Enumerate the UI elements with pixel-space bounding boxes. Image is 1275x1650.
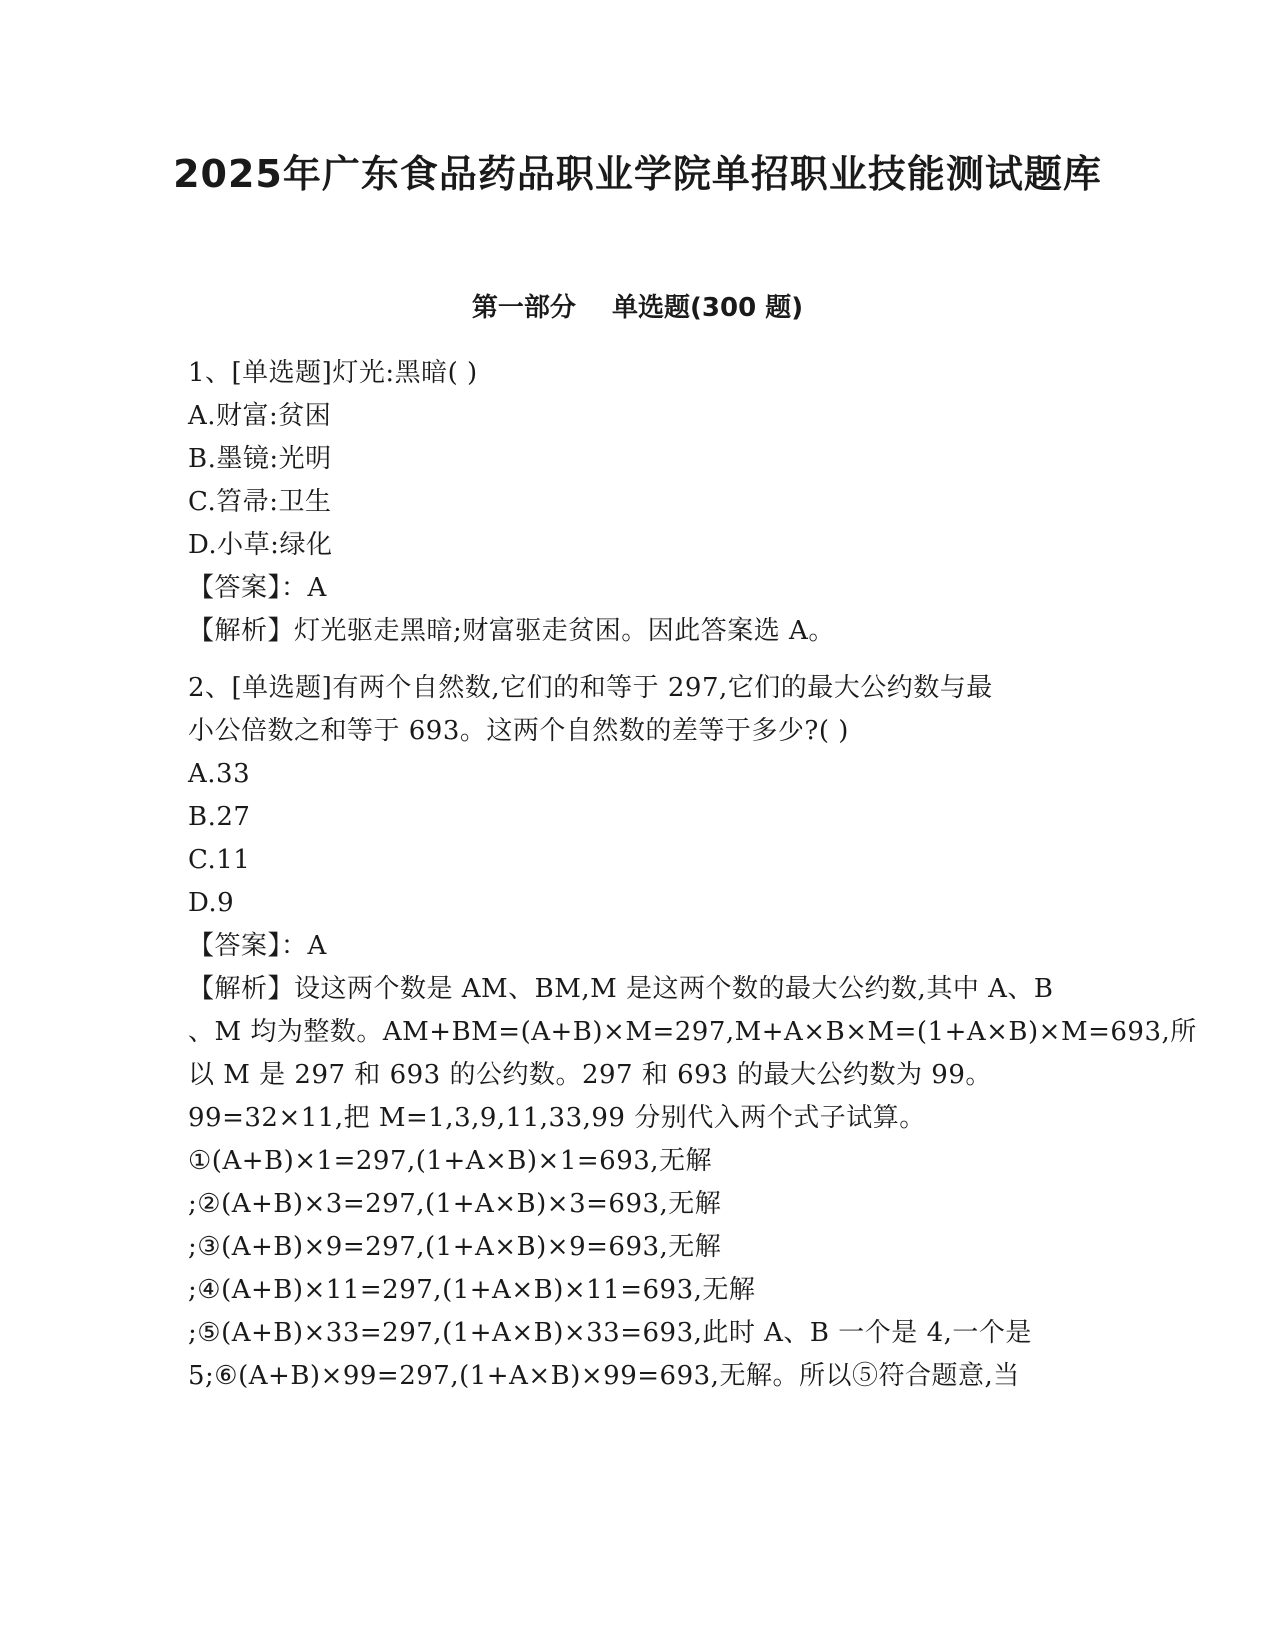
option-c: C.笤帚:卫生 bbox=[188, 487, 332, 517]
question-2 bbox=[188, 667, 1197, 1398]
option-b: B.墨镜:光明 bbox=[188, 444, 332, 474]
question-stem: 2、[单选题]有两个自然数,它们的和等于 297,它们的最大公约数与最 bbox=[188, 673, 993, 703]
answer-line bbox=[188, 567, 1078, 610]
option-b: B.27 bbox=[188, 802, 251, 832]
option-a: A.财富:贫困 bbox=[188, 401, 332, 431]
answer-label: 【答案】： bbox=[188, 573, 308, 603]
explanation-label: 【解析】 bbox=[188, 974, 295, 1004]
section-title: 第一部分 单选题(300 题) bbox=[471, 293, 804, 323]
explanation-text: 灯光驱走黑暗;财富驱走贫困。因此答案选 A。 bbox=[294, 616, 835, 646]
explanation-text: ①(A+B)×1=297,(1+A×B)×1=693,无解 bbox=[188, 1146, 713, 1176]
explanation-text: 5;⑥(A+B)×99=297,(1+A×B)×99=693,无解。所以⑤符合题意,当 bbox=[188, 1361, 1020, 1391]
question-stem-continued: 小公倍数之和等于 693。这两个自然数的差等于多少?( ) bbox=[188, 716, 849, 746]
explanation-text: ;③(A+B)×9=297,(1+A×B)×9=693,无解 bbox=[188, 1232, 722, 1262]
explanation-text: 99=32×11,把 M=1,3,9,11,33,99 分别代入两个式子试算。 bbox=[188, 1103, 926, 1133]
answer-line bbox=[188, 925, 1078, 968]
explanation-text: 设这两个数是 AM、BM,M 是这两个数的最大公约数,其中 A、B bbox=[294, 974, 1054, 1004]
explanation-text: ;②(A+B)×3=297,(1+A×B)×3=693,无解 bbox=[188, 1189, 722, 1219]
question-1 bbox=[188, 352, 1078, 653]
explanation-text: 、M 均为整数。AM+BM=(A+B)×M=297,M+A×B×M=(1+A×B)×M=693,所 bbox=[188, 1017, 1197, 1047]
option-a: A.33 bbox=[188, 759, 251, 789]
document-title: 2025年广东食品药品职业学院单招职业技能测试题库 bbox=[173, 152, 1102, 196]
answer-label: 【答案】： bbox=[188, 931, 308, 961]
answer-value: A bbox=[307, 573, 327, 603]
explanation-label: 【解析】 bbox=[188, 616, 295, 646]
explanation-line bbox=[188, 968, 1078, 1011]
answer-value: A bbox=[307, 931, 327, 961]
explanation-text: ;⑤(A+B)×33=297,(1+A×B)×33=693,此时 A、B 一个是 4,一个是 bbox=[188, 1318, 1032, 1348]
option-d: D.9 bbox=[188, 888, 235, 918]
explanation-line bbox=[188, 610, 1078, 653]
question-stem: 1、[单选题]灯光:黑暗( ) bbox=[188, 358, 478, 388]
document-body bbox=[188, 352, 1197, 1398]
option-c: C.11 bbox=[188, 845, 251, 875]
explanation-text: 以 M 是 297 和 693 的公约数。297 和 693 的最大公约数为 99。 bbox=[188, 1060, 992, 1090]
option-d: D.小草:绿化 bbox=[188, 530, 333, 560]
explanation-text: ;④(A+B)×11=297,(1+A×B)×11=693,无解 bbox=[188, 1275, 756, 1305]
